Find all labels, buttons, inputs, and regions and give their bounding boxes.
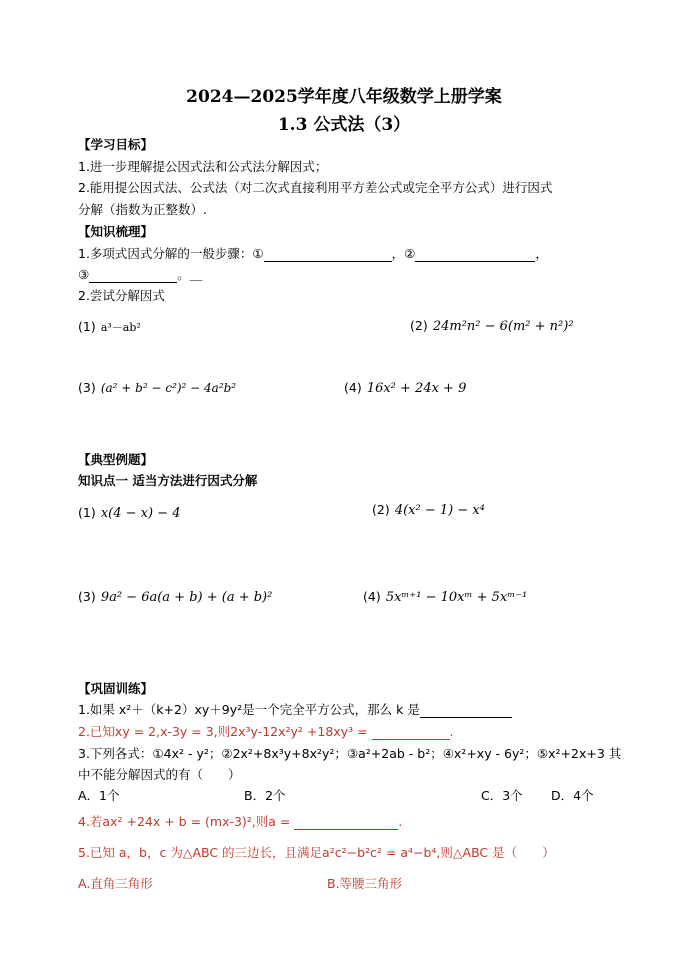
knowledge-q1-sep: ，② bbox=[391, 246, 416, 261]
exercise-expression: 24m²n² − 6(m² + n²)² bbox=[432, 319, 574, 334]
exercise-expression: 16x² + 24x + 9 bbox=[366, 381, 467, 396]
goals-item-2-line-2: 分解（指数为正整数）. bbox=[78, 202, 207, 217]
knowledge-heading: 【知识梳理】 bbox=[78, 224, 154, 239]
example-number: (3) bbox=[78, 589, 96, 604]
page-title: 2024—2025学年度八年级数学上册学案 bbox=[186, 87, 502, 107]
knowledge-exercise-3 bbox=[78, 377, 236, 396]
answer-blank-3[interactable] bbox=[89, 267, 177, 283]
knowledge-q1-line-2 bbox=[78, 265, 202, 283]
exercise-expression: a³－ab² bbox=[100, 321, 141, 334]
practice-q3-line-1: 3.下列各式：①4x² - y²；②2x²+8x³y+8x²y²；③a²+2ab - b²；④x²+xy - 6y²；⑤x²+2x+3 其 bbox=[78, 746, 622, 761]
answer-blank-1[interactable] bbox=[264, 246, 392, 262]
answer-blank-practice-1[interactable] bbox=[420, 702, 512, 718]
knowledge-q1-c3: ③ bbox=[78, 267, 90, 282]
example-expression: x(4 − x) − 4 bbox=[100, 506, 181, 521]
example-3 bbox=[78, 586, 272, 605]
exercise-number: (3) bbox=[78, 380, 96, 395]
goals-heading: 【学习目标】 bbox=[78, 137, 154, 152]
knowledge-q1-comma: ， bbox=[535, 246, 548, 261]
example-1 bbox=[78, 502, 180, 521]
example-number: (2) bbox=[372, 502, 390, 517]
knowledge-q2: 2.尝试分解因式 bbox=[78, 288, 165, 303]
knowledge-exercise-4 bbox=[344, 377, 466, 396]
answer-blank-practice-4[interactable] bbox=[294, 814, 398, 830]
example-4 bbox=[363, 586, 527, 605]
exercise-number: (4) bbox=[344, 380, 362, 395]
knowledge-q1-end: 。＿ bbox=[177, 267, 203, 282]
practice-q2-text: 2.已知xy = 2,x-3y = 3,则2x³y-12x²y² +18xy³ = bbox=[78, 724, 372, 739]
practice-q1 bbox=[78, 700, 512, 718]
goals-item-2-line-1: 2.能用提公因式法、公式法（对二次式直接利用平方差公式或完全平方公式）进行因式 bbox=[78, 180, 553, 195]
practice-q3-line-2: 中不能分解因式的有（ ） bbox=[78, 767, 241, 782]
example-number: (4) bbox=[363, 589, 381, 604]
exercise-number: (2) bbox=[410, 318, 428, 333]
practice-q2-end: . bbox=[449, 724, 454, 739]
practice-q4-end: . bbox=[398, 814, 403, 829]
exercise-expression: (a² + b² − c²)² − 4a²b² bbox=[100, 381, 237, 395]
example-expression: 9a² − 6a(a + b) + (a + b)² bbox=[100, 590, 273, 605]
practice-heading: 【巩固训练】 bbox=[78, 681, 154, 696]
practice-q3-option-d[interactable]: D．4个 bbox=[551, 788, 594, 803]
practice-q1-text: 1.如果 x²＋（k+2）xy＋9y²是一个完全平方公式，那么 k 是 bbox=[78, 702, 420, 717]
examples-heading: 【典型例题】 bbox=[78, 452, 154, 467]
practice-q3-option-a[interactable]: A．1个 bbox=[78, 788, 120, 803]
goals-item-1: 1.进一步理解提公因式法和公式法分解因式； bbox=[78, 159, 328, 174]
practice-q3-option-c[interactable]: C．3个 bbox=[481, 788, 523, 803]
practice-q4 bbox=[78, 812, 402, 830]
example-expression: 4(x² − 1) − x⁴ bbox=[394, 503, 485, 518]
knowledge-q1-text: 1.多项式因式分解的一般步骤：① bbox=[78, 246, 264, 261]
examples-point-1: 知识点一 适当方法进行因式分解 bbox=[78, 473, 258, 488]
knowledge-q1 bbox=[78, 244, 548, 262]
practice-q3-option-b[interactable]: B．2个 bbox=[244, 788, 286, 803]
example-number: (1) bbox=[78, 505, 96, 520]
page-subtitle: 1.3 公式法（3） bbox=[277, 115, 411, 135]
practice-q4-text: 4.若ax² +24x + b = (mx-3)²,则a = bbox=[78, 814, 295, 829]
practice-q5-option-b[interactable]: B.等腰三角形 bbox=[327, 876, 403, 891]
practice-q5: 5.已知 a，b，c 为△ABC 的三边长，且满足a²c²−b²c² = a⁴−b⁴,则△ABC 是（ ） bbox=[78, 845, 555, 860]
practice-q5-option-a[interactable]: A.直角三角形 bbox=[78, 876, 153, 891]
example-expression: 5xᵐ⁺¹ − 10xᵐ + 5xᵐ⁻¹ bbox=[385, 590, 528, 605]
answer-blank-practice-2[interactable] bbox=[372, 724, 450, 740]
knowledge-exercise-1 bbox=[78, 316, 141, 335]
example-2 bbox=[372, 499, 485, 518]
knowledge-exercise-2 bbox=[410, 315, 574, 334]
practice-q2 bbox=[78, 722, 454, 740]
exercise-number: (1) bbox=[78, 319, 96, 334]
answer-blank-2[interactable] bbox=[415, 246, 535, 262]
